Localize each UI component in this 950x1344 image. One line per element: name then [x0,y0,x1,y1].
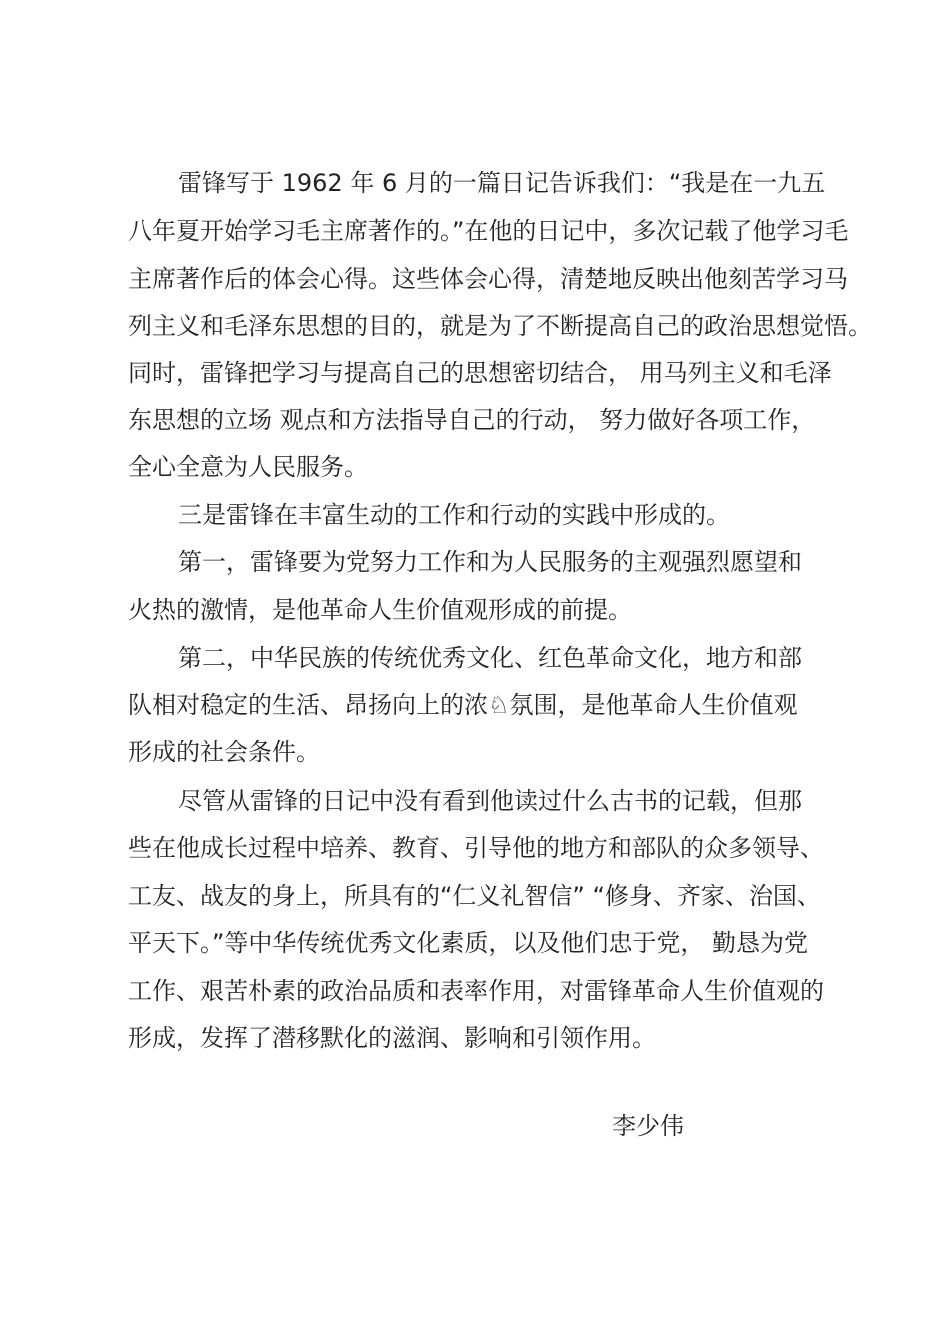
paragraph-5-line-5: 工作、艰苦朴素的政治品质和表率作用，对雷锋革命人生价值观的 [128,977,824,1005]
paragraph-1-line-2: 八年夏开始学习毛主席著作的。”在他的日记中，多次记载了他学习毛 [128,217,849,245]
paragraph-1-line-5: 同时，雷锋把学习与提高自己的思想密切结合， 用马列主义和毛泽 [128,359,832,387]
paragraph-3-line-2: 火热的激情，是他革命人生价值观形成的前提。 [128,596,632,624]
paragraph-1-line-7: 全心全意为人民服务。 [128,453,368,481]
paragraph-1-line-1: 雷锋写于 1962 年 6 月的一篇日记告诉我们：“我是在一九五 [178,169,826,197]
paragraph-5-line-4: 平天下。”等中华传统优秀文化素质，以及他们忠于党， 勤恳为党 [128,929,809,957]
paragraph-5-line-3: 工友、战友的身上，所具有的“仁义礼智信” “修身、齐家、治国、 [128,882,821,910]
paragraph-5-line-6: 形成，发挥了潜移默化的滋润、影响和引领作用。 [128,1024,656,1052]
paragraph-4-line-1: 第二，中华民族的传统优秀文化、红色革命文化，地方和部 [178,644,802,672]
paragraph-3-line-1: 第一，雷锋要为党努力工作和为人民服务的主观强烈愿望和 [178,548,802,576]
paragraph-4-line-3: 形成的社会条件。 [128,738,320,766]
author-signature: 李少伟 [612,1112,684,1140]
paragraph-1-line-6: 东思想的立场 观点和方法指导自己的行动， 努力做好各项工作， [128,406,816,434]
paragraph-1-line-3: 主席著作后的体会心得。这些体会心得，清楚地反映出他刻苦学习马 [128,265,848,293]
paragraph-5-line-1: 尽管从雷锋的日记中没有看到他读过什么古书的记载，但那 [178,787,802,815]
paragraph-2-line-1: 三是雷锋在丰富生动的工作和行动的实践中形成的。 [178,501,730,529]
paragraph-4-line-2: 队相对稳定的生活、昂扬向上的浓♘氛围，是他革命人生价值观 [128,691,798,719]
paragraph-1-line-4: 列主义和毛泽东思想的目的，就是为了不断提高自己的政治思想觉悟。 [128,312,872,340]
paragraph-5-line-2: 些在他成长过程中培养、教育、引导他的地方和部队的众多领导、 [128,834,824,862]
